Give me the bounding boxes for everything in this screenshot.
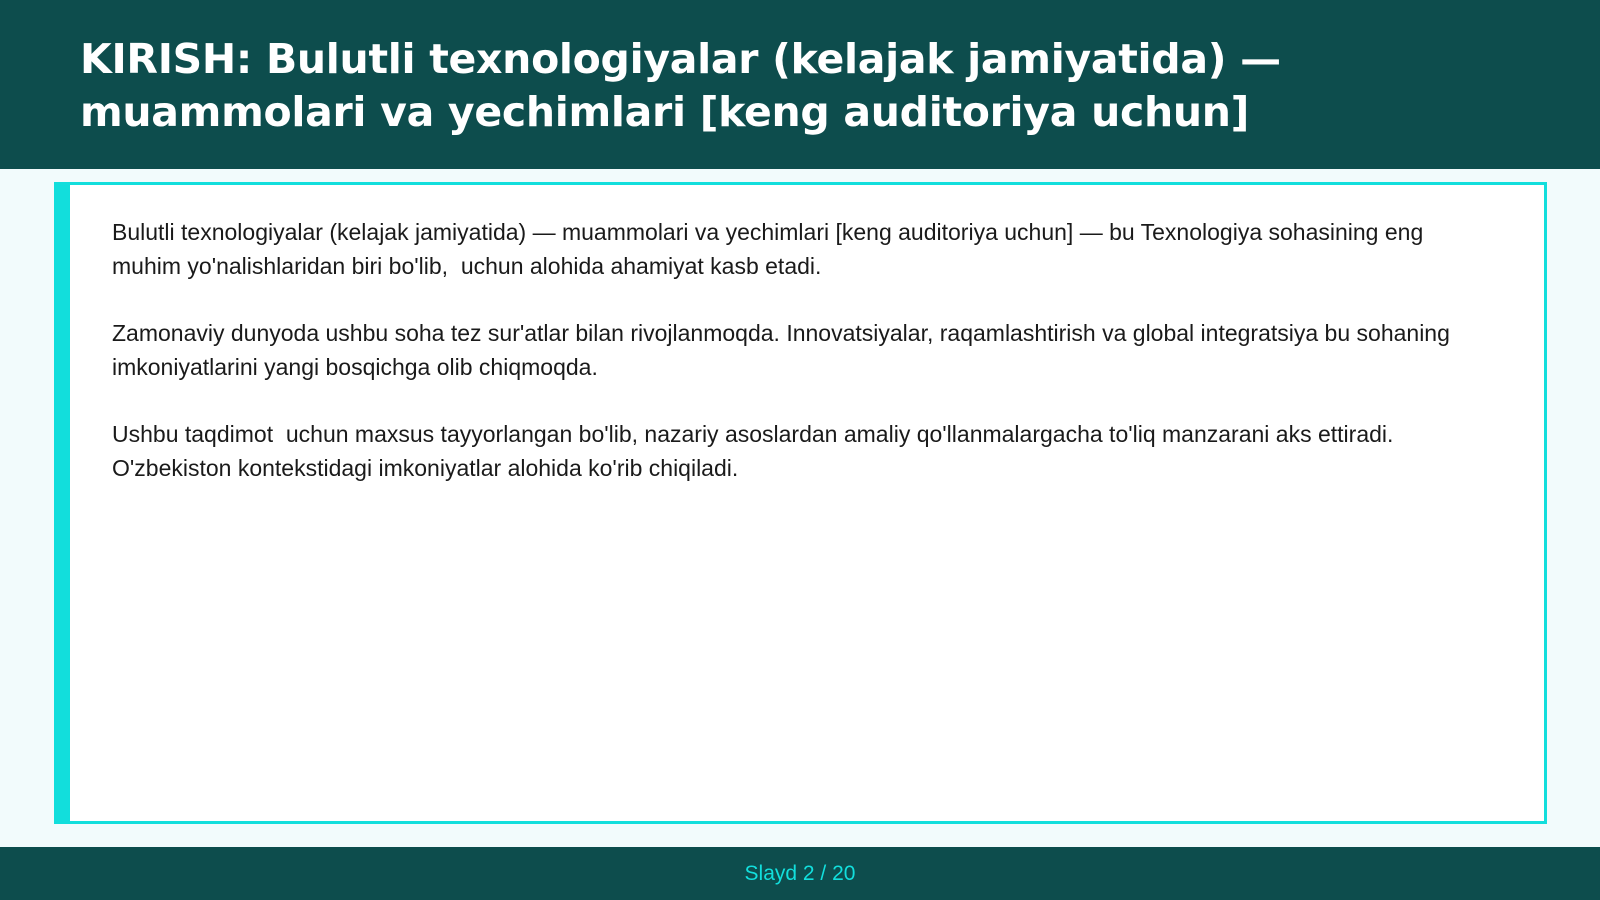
slide-counter: Slayd 2 / 20 [744,862,856,885]
content-panel [54,182,1547,824]
content-body [112,215,1497,518]
paragraph-modern-world: Zamonaviy dunyoda ushbu soha tez sur'atlar bilan rivojlanmoqda. Innovatsiyalar, raqamlashtirish va global integratsiya bu sohaning imkoniyatlarini yangi bosqichga olib chiqmoqda. [112,320,1457,380]
slide-title: KIRISH: Bulutli texnologiyalar (kelajak jamiyatida) — muammolari va yechimlari [keng auditoriya uchun] [80,35,1281,136]
slide-header [0,0,1600,169]
slide-footer [0,847,1600,900]
paragraph-intro: Bulutli texnologiyalar (kelajak jamiyatida) — muammolari va yechimlari [keng auditoriya uchun] — bu Texnologiya sohasining eng muhim yo'nalishlaridan biri bo'lib, uchun alohida ahamiyat kasb etadi. [112,219,1430,279]
paragraph-presentation-scope: Ushbu taqdimot uchun maxsus tayyorlangan bo'lib, nazariy asoslardan amaliy qo'llanmalargacha to'liq manzarani aks ettiradi. O'zbekiston kontekstidagi imkoniyatlar alohida ko'rib chiqiladi. [112,421,1400,481]
